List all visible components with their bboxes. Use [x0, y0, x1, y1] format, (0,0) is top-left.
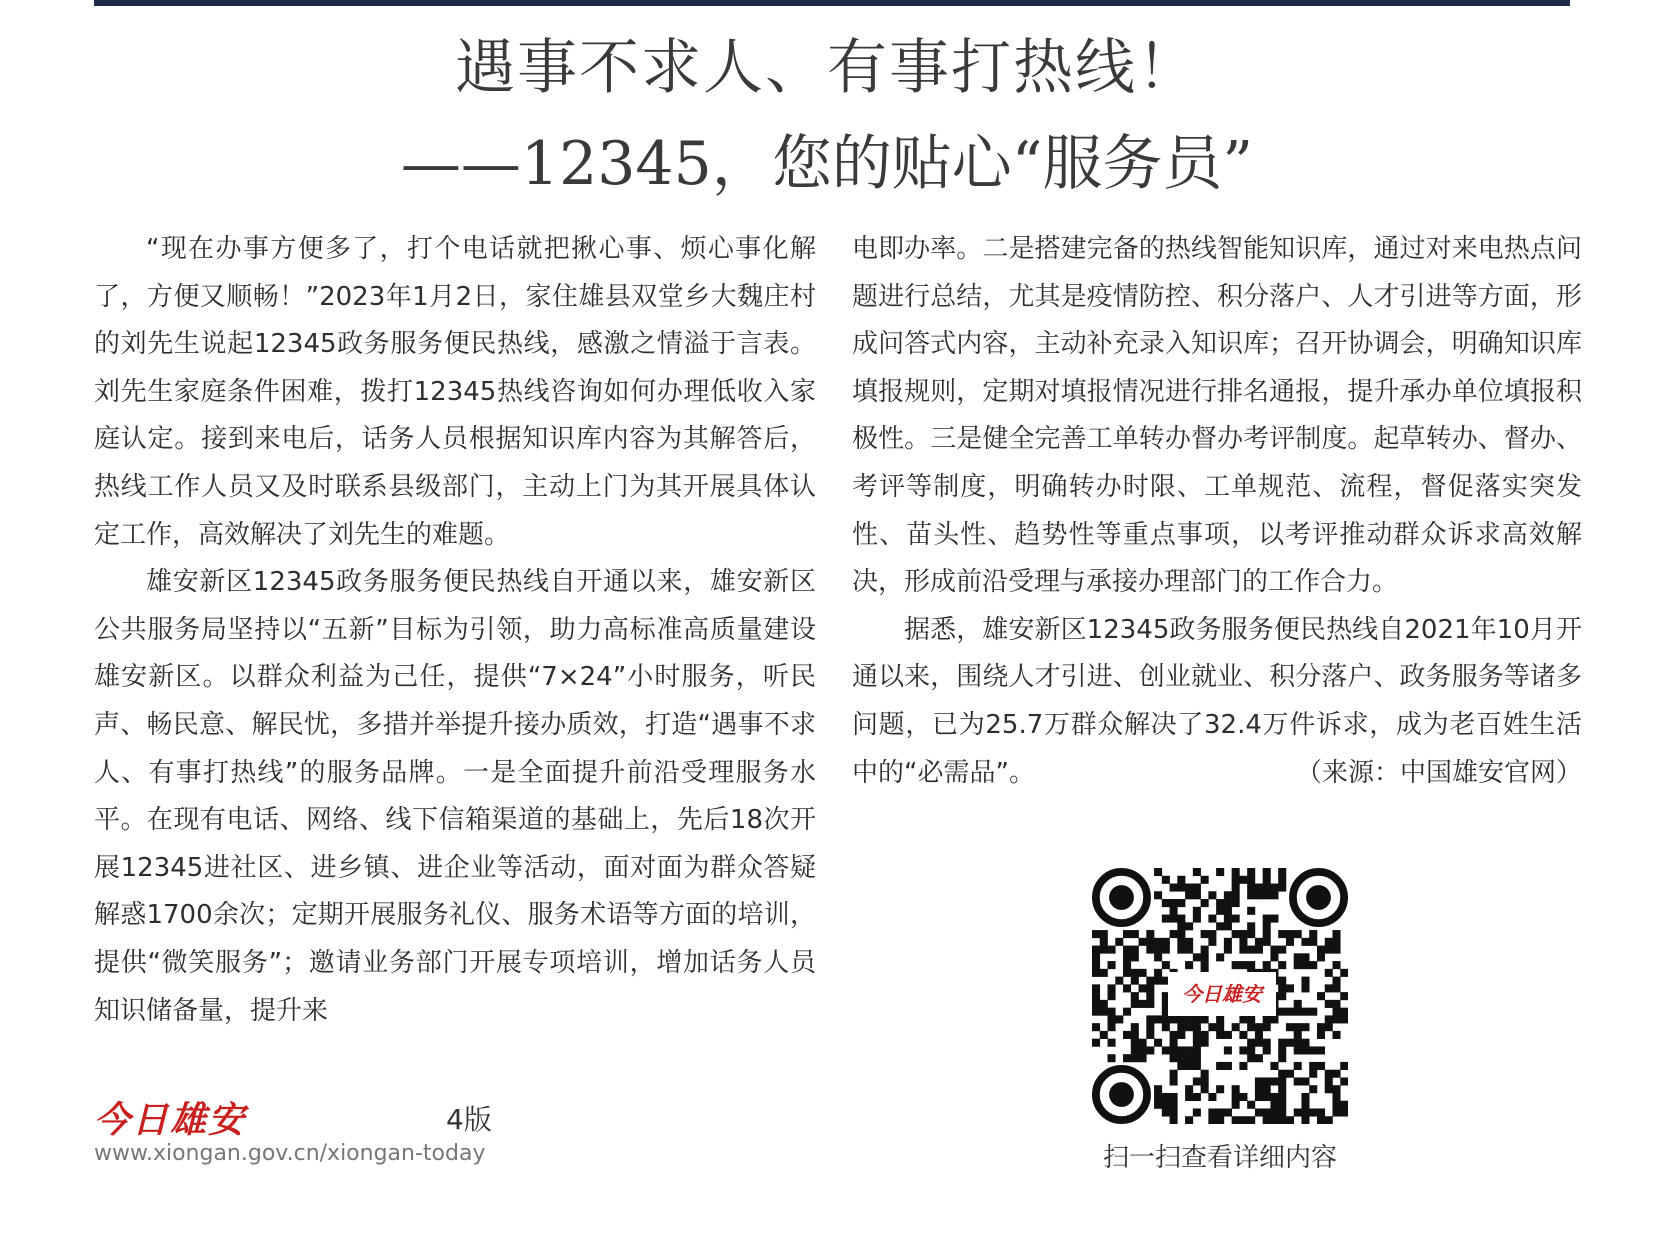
newspaper-logo: 今日雄安 — [94, 1099, 247, 1141]
article-paragraph: 雄安新区12345政务服务便民热线自开通以来，雄安新区公共服务局坚持以“五新”目标为引领，助力高标准高质量建设雄安新区。以群众利益为己任，提供“7×24”小时服务，听民声、畅民意、解民忧，多措并举提升接办质效，打造“遇事不求人、有事打热线”的服务品牌。一是全面提升前沿受理服务水平。在现有电话、网络、线下信箱渠道的基础上，先后18次开展12345进社区、进乡镇、进企业等活动，面对面为群众答疑解惑1700余次；定期开展服务礼仪、服务术语等方面的培训，提供“微笑服务”；邀请业务部门开展专项培训，增加话务人员知识储备量，提升来 — [94, 567, 816, 1026]
headline-sub: ——12345，您的贴心“服务员” — [400, 129, 1254, 199]
qr-caption: 扫一扫查看详细内容 — [1102, 1143, 1337, 1173]
qr-logo: 今日雄安 — [1168, 972, 1276, 1016]
page-number: 4版 — [446, 1103, 492, 1136]
article-column-right — [852, 226, 1582, 797]
article-paragraph: 电即办率。二是搭建完备的热线智能知识库，通过对来电热点问题进行总结，尤其是疫情防控、积分落户、人才引进等方面，形成问答式内容，主动补充录入知识库；召开协调会，明确知识库填报规则，定期对填报情况进行排名通报，提升承办单位填报积极性。三是健全完善工单转办督办考评制度。起草转办、督办、考评等制度，明确转办时限、工单规范、流程，督促落实突发性、苗头性、趋势性等重点事项，以考评推动群众诉求高效解决，形成前沿受理与承接办理部门的工作合力。 — [852, 234, 1582, 598]
article-column-left — [94, 226, 816, 1035]
qr-code[interactable] — [1092, 868, 1348, 1124]
article-paragraph: “现在办事方便多了，打个电话就把揪心事、烦心事化解了，方便又顺畅！”2023年1月2日，家住雄县双堂乡大魏庄村的刘先生说起12345政务服务便民热线，感激之情溢于言表。刘先生家庭条件困难，拨打12345热线咨询如何办理低收入家庭认定。接到来电后，话务人员根据知识库内容为其解答后，热线工作人员又及时联系县级部门，主动上门为其开展具体认定工作，高效解决了刘先生的难题。 — [94, 234, 816, 550]
headline-main: 遇事不求人、有事打热线！ — [455, 33, 1199, 103]
article-paragraph-last — [852, 607, 1582, 797]
website-link[interactable]: www.xiongan.gov.cn/xiongan-today — [94, 1141, 486, 1166]
article-source: （来源：中国雄安官网） — [1295, 757, 1582, 788]
article-paragraph-text: 据悉，雄安新区12345政务服务便民热线自2021年10月开通以来，围绕人才引进、创业就业、积分落户、政务服务等诸多问题，已为25.7万群众解决了32.4万件诉求，成为老百姓生活中的“必需品”。 — [852, 614, 1582, 788]
top-rule — [94, 0, 1570, 6]
